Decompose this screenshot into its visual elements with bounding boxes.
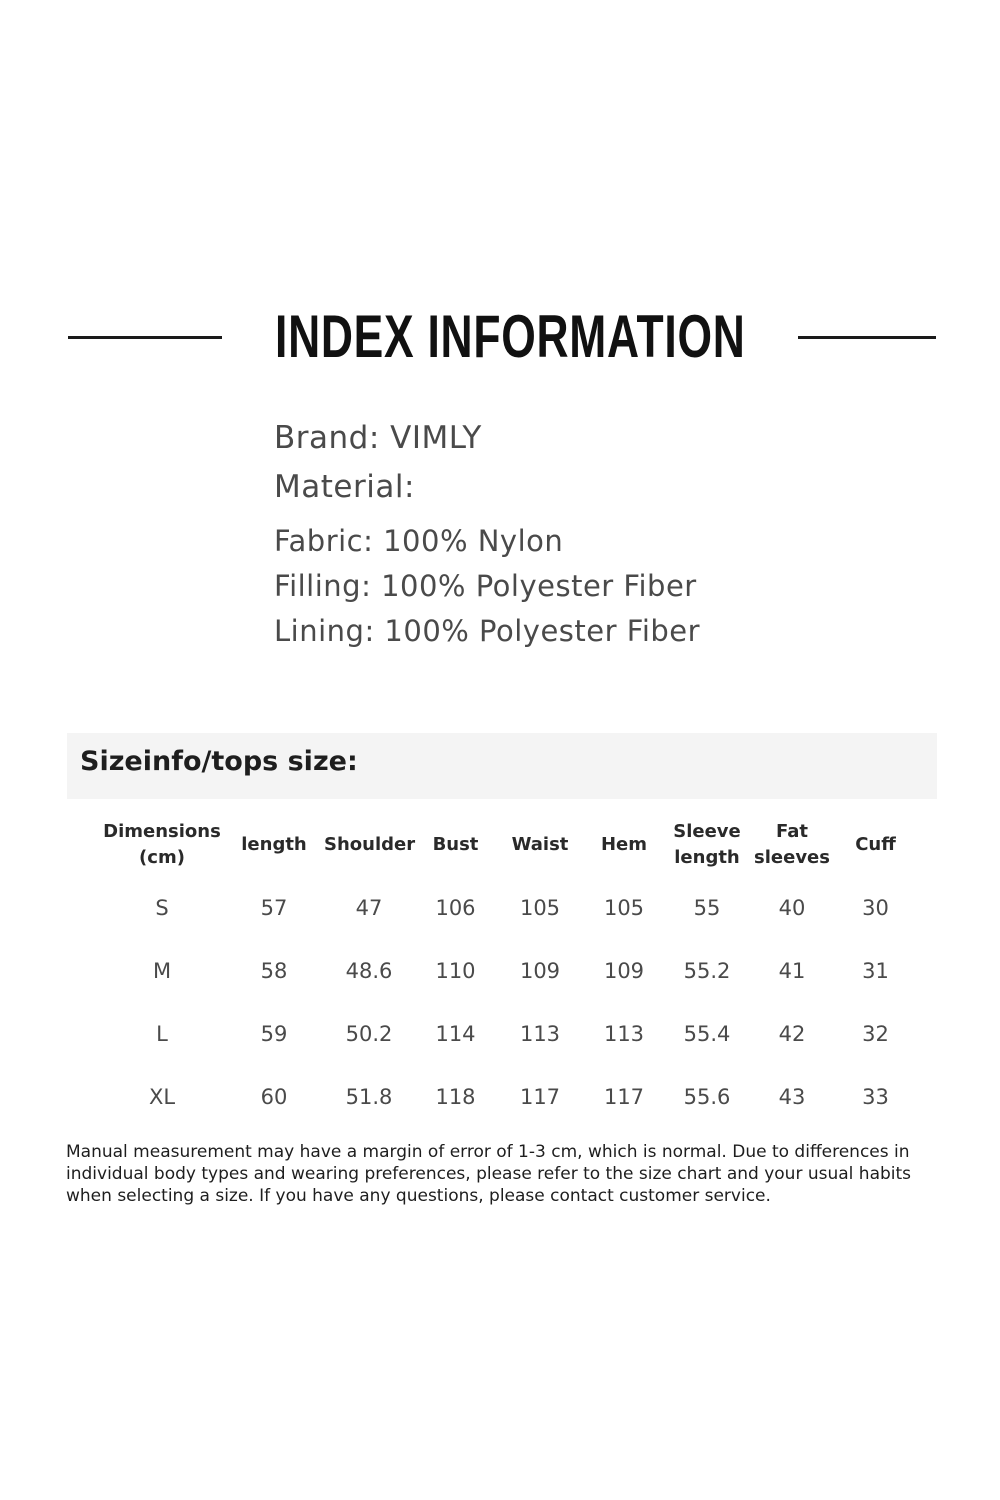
column-header: length — [241, 834, 307, 855]
table-row — [100, 1065, 916, 1128]
table-cell: 105 — [603, 895, 645, 920]
table-cell: 55 — [693, 895, 721, 920]
table-cell: 59 — [260, 1021, 288, 1046]
table-cell: 118 — [435, 1084, 476, 1109]
table-row — [100, 1002, 916, 1065]
table-cell: S — [155, 895, 169, 920]
material-label: Material: — [274, 469, 415, 505]
table-cell: 41 — [778, 958, 806, 983]
column-header: Hem — [600, 834, 648, 855]
table-cell: 31 — [862, 958, 889, 983]
brand-text: Brand: VIMLY — [274, 420, 482, 456]
table-cell: 109 — [519, 958, 561, 983]
fabric-text: Fabric: 100% Nylon — [274, 524, 564, 558]
table-cell: 106 — [435, 895, 476, 920]
table-cell: 48.6 — [345, 958, 393, 983]
column-header: Cuff — [855, 834, 896, 855]
table-cell: 50.2 — [345, 1021, 393, 1046]
table-cell: 117 — [603, 1084, 645, 1109]
column-header: Dimensions (cm) — [103, 821, 221, 868]
table-cell: 55.4 — [683, 1021, 731, 1046]
table-cell: 51.8 — [345, 1084, 393, 1109]
lining-text: Lining: 100% Polyester Fiber — [274, 614, 701, 648]
table-cell: 32 — [862, 1021, 889, 1046]
table-cell: 113 — [519, 1021, 561, 1046]
measurement-note: Manual measurement may have a margin of error of 1-3 cm, which is normal. Due to differences in individual body types and wearing preferences, please refer to the size chart and your usual habits when selecting a size. If you have any questions, please contact customer service. — [66, 1142, 912, 1206]
table-cell: 43 — [778, 1084, 806, 1109]
page-title: INDEX INFORMATION — [275, 303, 746, 370]
title-rule-right — [798, 336, 936, 339]
table-cell: 60 — [260, 1084, 288, 1109]
table-cell: 113 — [603, 1021, 645, 1046]
table-cell: 42 — [778, 1021, 806, 1046]
size-section-heading: Sizeinfo/tops size: — [80, 746, 358, 777]
filling-text: Filling: 100% Polyester Fiber — [274, 569, 697, 603]
table-cell: 47 — [355, 895, 383, 920]
size-table-header-row — [100, 814, 916, 876]
column-header: Bust — [432, 834, 479, 855]
table-cell: 58 — [260, 958, 288, 983]
table-row — [100, 939, 916, 1002]
table-cell: 55.6 — [683, 1084, 731, 1109]
table-cell: 57 — [260, 895, 288, 920]
table-cell: 110 — [435, 958, 476, 983]
table-cell: 30 — [862, 895, 889, 920]
title-rule-left — [68, 336, 222, 339]
size-table — [100, 814, 916, 1128]
table-cell: 40 — [778, 895, 806, 920]
table-cell: 55.2 — [683, 958, 731, 983]
table-cell: 33 — [862, 1084, 889, 1109]
table-cell: 105 — [519, 895, 561, 920]
column-header: Fat sleeves — [754, 821, 830, 868]
table-cell: XL — [148, 1084, 176, 1109]
table-cell: M — [152, 958, 172, 983]
table-row — [100, 876, 916, 939]
table-cell: 114 — [435, 1021, 476, 1046]
table-cell: 109 — [603, 958, 645, 983]
column-header: Shoulder — [324, 834, 416, 855]
column-header: Waist — [511, 834, 569, 855]
table-cell: L — [156, 1021, 168, 1046]
size-section-header — [67, 733, 937, 799]
column-header: Sleeve length — [673, 821, 741, 868]
table-cell: 117 — [519, 1084, 561, 1109]
